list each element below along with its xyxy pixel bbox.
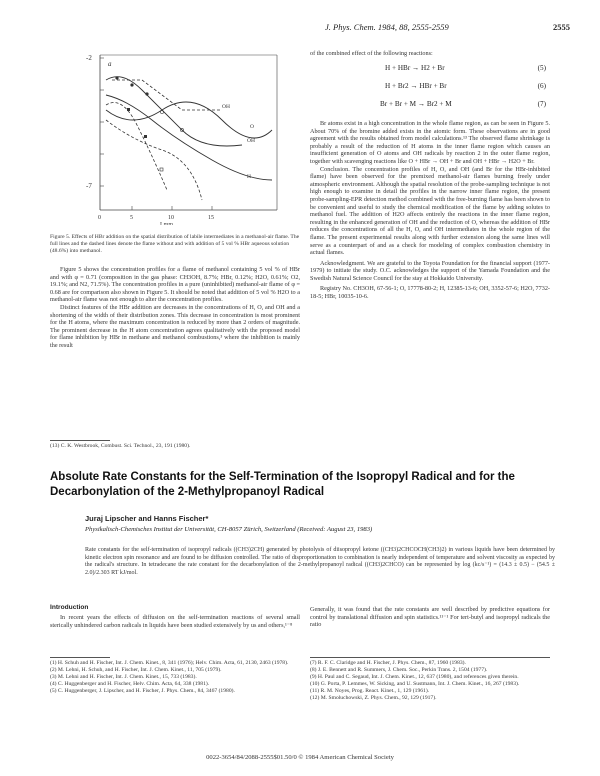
footnote-rule — [310, 657, 550, 658]
article-abstract: Rate constants for the self-termination of isopropyl radicals ((CH3)2CH) generated by photolysis of diisopropyl ketone ((CH3)2CHCOCH(CH3)2) in various liquids have been determined by kinetic electron spin resonance and are found to be diffusion controlled. The ratio of disproportionation to combination is nearly independent of temperature and solvent viscosity as expected by the radical's structure. In tetradecane the rate constant for the decarbonylation of the 2-methylpropanoyl radical ((CH3)2CHCO) can be represented by log (kc/s⁻¹) = (14.3 ± 0.5) − (54.5 ± 2.0)/2.303 RT kJ/mol. — [85, 547, 555, 576]
x-tick-1: 5 — [130, 215, 133, 221]
footnote: (5) C. Huggenberger, J. Lipscher, and H. Fischer, J. Phys. Chem., 84, 3467 (1980). — [50, 688, 235, 694]
page-number: 2555 — [553, 22, 570, 32]
article-title: Absolute Rate Constants for the Self-Termination of the Isopropyl Radical and for the Decarbonylation of the 2-Methylpropanoyl Radical — [50, 471, 515, 498]
paragraph: Br atoms exist in a high concentration in the whole flame region, as can be seen in Figure 5. About 70% of the bromine added exists in the atomic form. These observations are in good agreement with the results obtained from model calculations.¹³ The observed flame shrinkage is probably a result of the reduction of H atoms in the inner flame region which causes an insufficient generation of O atoms and OH radicals by reaction 2 in the outer flame region, together with scavenging reactions like O + HBr → OH + Br and OH + HBr → H2O + Br. — [310, 120, 550, 165]
paragraph: Distinct features of the HBr addition are decreases in the concentrations of H, O, and OH and a shortening of the width of their distribution zones. This decrease in concentration is most prominent for the H atoms, where the maximum concentration is reduced by more than 2 orders of magnitude. The prominent decrease in the H atom concentration agrees qualitatively with the proposed model for flame inhibition by HBr in methane and methanol combustions,³ where the inhibition is mainly the result — [50, 303, 300, 349]
footnote: (3) M. Lehni and H. Fischer, Int. J. Chem. Kinet., 15, 733 (1983). — [50, 674, 197, 680]
footnote-rule — [50, 440, 110, 441]
acknowledgment-paragraph: Acknowledgment. We are grateful to the Toyota Foundation for the financial support (1977-1979) to initiate the study. O.C. acknowledges the support of the Yamada Foundation and the Swedish Natural Science Council for the stay at Hokkaido University. — [310, 259, 550, 282]
footnotes-right — [310, 660, 550, 702]
equation: H + Br2 → HBr + Br (6) — [385, 82, 546, 90]
curve-label-3: OH — [222, 104, 230, 110]
footnote: (13) C. K. Westbrook, Combust. Sci. Technol., 23, 191 (1980). — [50, 443, 191, 449]
equation: H + HBr → H2 + Br (5) — [385, 64, 546, 72]
curve-label-4: O — [250, 124, 254, 130]
footnote: (8) J. E. Bennett and R. Summers, J. Chem. Soc., Perkin Trans. 2, 1504 (1977). — [310, 667, 488, 673]
footnote: (7) R. F. C. Claridge and H. Fischer, J. Phys. Chem., 87, 1960 (1983). — [310, 660, 466, 666]
journal-header: J. Phys. Chem. 1984, 88, 2555-2559 — [325, 22, 449, 32]
article-affiliation: Physikalisch-Chemisches Institut der Universität, CH-8057 Zürich, Switzerland (Received: August 23, 1983) — [85, 526, 373, 533]
footnote: (1) H. Schuh and H. Fischer, Int. J. Chem. Kinet., 8, 341 (1976); Helv. Chim. Acta, 61, 2130, 2463 (1978). — [50, 660, 289, 666]
paragraph: Figure 5 shows the concentration profiles for a flame of methanol containing 5 vol % of HBr and with φ = 0.71 (composition in the gas phase: CH3OH, 8.7%; HBr, 0.12%; H2O, 0.61%; O2, 19.1%; and N2, 71.5%). The concentration profiles in a pure (uninhibited) methanol-air flame of φ = 0.68 are for comparison also shown in Figure 5. It should be noted that addition of 5 vol % H2O to a methanol-air flame was not enough to alter the concentration profiles. — [50, 266, 300, 304]
footnote-rule — [50, 657, 110, 658]
intro-heading: Introduction — [50, 604, 89, 611]
equations — [310, 64, 550, 118]
conclusion-paragraph: Conclusion. The concentration profiles of H, O, and OH (and Br for the HBr-inhibited flame) have been observed for the premixed methanol-air flames burning freely under atmospheric environment. Although the spatial resolution of the probe-sampling technique is not high enough to examine in detail the profiles in the narrow inner flame region, the present probe-sampling-EPR detection method combined with the free-burning flame has been shown to be convenient and useful to study the chemical modification of the flame by adding solutes to methanol fuel. The addition of H2O affects entirely the reactions in the inner flame region, resulting in the enhanced generation of OH and the reduction of O, whereas the addition of HBr reduces the concentrations of all the H, O, and OH intermediates in the whole region of the flame. The present experimental results along with further extension along the same lines will serve as a counterpart of and as a check for modeling of complex combustion chemistry in actual flames. — [310, 165, 550, 257]
footnote: (2) M. Lehni, H. Schuh, and H. Fischer, Int. J. Chem. Kinet., 11, 705 (1979). — [50, 667, 222, 673]
figure-plot — [72, 50, 292, 225]
y-tick-top: -2 — [86, 54, 92, 62]
x-unit-label: Lmm — [160, 222, 173, 225]
right-column-intro: of the combined effect of the following reactions: — [310, 50, 433, 57]
left-column-body — [50, 266, 300, 350]
footnote: (4) C. Huggenberger and H. Fischer, Helv. Chim. Acta, 64, 338 (1981). — [50, 681, 210, 687]
footnotes-left — [50, 660, 300, 695]
x-tick-2: 10 — [168, 215, 174, 221]
right-column-body — [310, 120, 550, 301]
article-authors: Juraj Lipscher and Hanns Fischer* — [85, 514, 209, 523]
figure-caption: Figure 5. Effects of HBr addition on the spatial distribution of labile intermediates in a methanol-air flame. The full lines and the dashed lines denote the flame without and with addition of 5 vol % HBr aqueous solution (48.6%) into methanol. — [50, 234, 300, 254]
panel-label: a — [108, 60, 112, 68]
x-tick-3: 15 — [208, 215, 214, 221]
intro-right: Generally, it was found that the rate constants are well described by predictive equations for control by translational diffusion and spin statistics.¹¹⁻¹ For tert-butyl and isopropyl radicals the ratio — [310, 606, 550, 629]
figure-5 — [72, 50, 292, 225]
registry-paragraph: Registry No. CH3OH, 67-56-1; O, 17778-80-2; H, 12385-13-6; OH, 3352-57-6; H2O, 7732-18-5; HBr, 10035-10-6. — [310, 285, 550, 301]
intro-left: In recent years the effects of diffusion on the self-termination reactions of several small sterically unhindered carbon radicals in liquids have been studied extensively by us and others,¹⁻⁸ — [50, 614, 300, 629]
footnote: (9) H. Paul and C. Segaud, Int. J. Chem. Kinet., 12, 637 (1980), and references given therein. — [310, 674, 519, 680]
footnote: (10) G. Porta, P. Lemmes, W. Sicking, and U. Sustmann, Int. J. Chem. Kinet., 16, 267 (1983). — [310, 681, 520, 687]
equation: Br + Br + M → Br2 + M (7) — [380, 100, 546, 108]
footnote: (11) R. M. Noyes, Prog. React. Kinet., 1, 129 (1961). — [310, 688, 430, 694]
x-tick-0: 0 — [98, 215, 101, 221]
page-footer: 0022-3654/84/2088-2555$01.50/0 © 1984 American Chemical Society — [206, 754, 394, 761]
curve-label-2: H — [247, 174, 251, 180]
curve-label-1: OH — [247, 138, 255, 144]
footnote: (12) M. Smoluchowski, Z. Phys. Chem., 92, 129 (1917). — [310, 695, 437, 701]
y-tick-bottom: -7 — [86, 182, 92, 190]
